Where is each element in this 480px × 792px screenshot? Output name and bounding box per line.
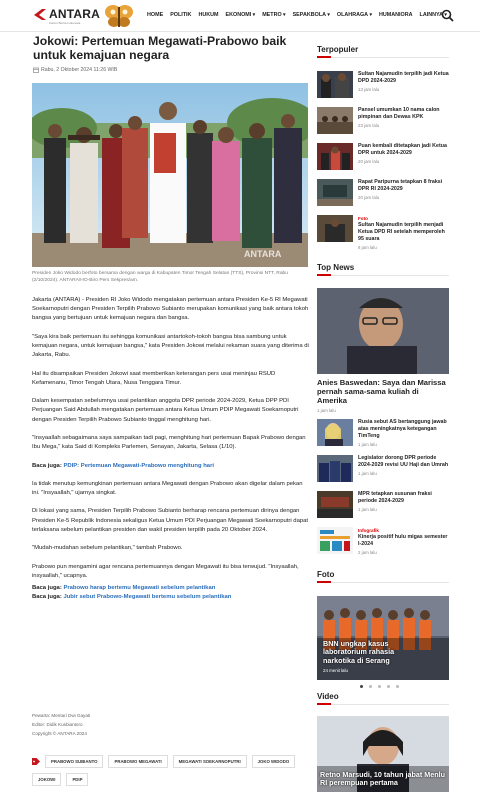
popular-item[interactable] — [317, 107, 449, 137]
menu-ekonomi[interactable]: EKONOMI ▾ — [226, 12, 256, 18]
butterfly-icon — [104, 3, 134, 29]
related-link-2-anchor[interactable]: Prabowo harap bertemu Megawati sebelum pelantikan — [63, 585, 216, 592]
menu-hukum[interactable]: HUKUM — [198, 12, 219, 18]
tag-chip[interactable]: JOKOWI — [32, 773, 61, 786]
thumbnail — [317, 71, 353, 98]
menu-olahraga[interactable]: OLAHRAGA ▾ — [337, 12, 372, 18]
thumbnail — [317, 527, 353, 554]
paragraph: Prabowo pun mengamini agar rencana pertemuannya dengan Megawati itu bisa terwujud. "Insyaallah, insyaallah," ucapnya. — [32, 563, 299, 579]
foto-section — [317, 570, 449, 583]
reporter: Pewarta: Mentari Dwi Gayati — [32, 713, 91, 718]
search-icon[interactable] — [441, 9, 454, 22]
paragraph: "Insyaallah sebagaimana saya sampaikan tadi pagi, menghitung hari pertemuan Bapak Prabowo dengan Ibu Mega," kata Said di Kompleks Parlemen, Senayan, Jakarta, Selasa (1/10). — [32, 434, 306, 451]
video-section — [317, 692, 449, 705]
topnews-main-time: 1 jam lalu — [317, 408, 336, 413]
popular-item[interactable] — [317, 143, 449, 173]
menu-metro[interactable]: METRO ▾ — [262, 12, 285, 18]
article-meta — [32, 711, 90, 738]
topnews-main-image[interactable] — [317, 288, 449, 374]
menu-politik[interactable]: POLITIK — [170, 12, 192, 18]
section-divider — [317, 582, 449, 583]
carousel-dot[interactable] — [378, 685, 381, 688]
paragraph: "Mudah-mudahan sebelum pelantikan," tambah Prabowo. — [32, 545, 183, 552]
topnews-item[interactable] — [317, 419, 449, 449]
paragraph: Jakarta (ANTARA) - Presiden RI Joko Widodo mengatakan pertemuan antara Presiden Ke-5 RI Megawati Soekarnoputri dengan Presiden Terpilih Prabowo Subianto merupakan komunikasi yang baik antara tokoh bangsa yang bertujuan untuk kemajuan negara dan bangsa. — [32, 297, 309, 322]
topnews-title[interactable]: Rusia sebut AS bertanggung jawab atas meningkatnya ketegangan TimTeng — [358, 419, 447, 439]
menu-humaniora[interactable]: HUMANIORA — [378, 12, 413, 18]
tag-chip[interactable]: JOKO WIDODO — [252, 755, 296, 768]
terpopuler-section — [317, 45, 449, 58]
thumbnail — [317, 215, 353, 242]
section-divider — [317, 275, 449, 276]
popular-title[interactable]: Pansel umumkan 10 nama calon pimpinan dan Dewas KPK — [358, 107, 440, 120]
topnews-item[interactable] — [317, 491, 449, 521]
carousel-dot[interactable] — [369, 685, 372, 688]
topnews-time: 1 jam lalu — [358, 507, 377, 512]
topnews-time: 1 jam lalu — [358, 471, 377, 476]
popular-item[interactable] — [317, 71, 449, 101]
tag-icon — [32, 758, 40, 765]
popular-label: Foto — [358, 216, 368, 221]
popular-title[interactable]: Rapat Paripurna tetapkan 8 fraksi DPR RI 2024-2029 — [358, 179, 443, 192]
tag-chip[interactable]: MEGAWATI SOEKARNOPUTRI — [173, 755, 247, 768]
related-link-3: Baca juga: Jubir sebut Prabowo-Megawati bertemu sebelum pelantikan — [32, 594, 232, 601]
thumbnail — [317, 179, 353, 206]
tag-chip[interactable]: PDIP — [66, 773, 88, 786]
popular-title[interactable]: Puan kembali ditetapkan jadi Ketua DPR untuk 2024-2029 — [358, 143, 447, 156]
menu-lainnya[interactable]: LAINNYA ▾ — [420, 12, 447, 18]
terpopuler-heading: Terpopuler — [317, 45, 359, 54]
topnews-label: Infografik — [358, 528, 379, 533]
topnews-main-title[interactable]: Anies Baswedan: Saya dan Marissa pernah sama-sama kuliah di Amerika — [317, 378, 446, 405]
thumbnail — [317, 107, 353, 134]
topnews-section — [317, 263, 449, 276]
calendar-icon — [33, 67, 39, 73]
menu-home[interactable]: HOME — [147, 12, 164, 18]
popular-time: 23 jam lalu — [358, 123, 380, 128]
related-link-2: Baca juga: Prabowo harap bertemu Megawati sebelum pelantikan — [32, 585, 216, 592]
paragraph: Di lokasi yang sama, Presiden Terpilih Prabowo Subianto berharap rencana pertemuan dirinya dengan Presiden Ke-5 Republik Indonesia sekaligus Ketua Umum PDI Perjuangan Megawati Soekarnoputri dapat terlaksana sebelum pelantikan presiden dan wakil presiden terpilih pada 20 Oktober 2024. — [32, 508, 309, 533]
paragraph: Dalam kesempatan sebelumnya usai pelantikan anggota DPR periode 2024-2029, Ketua DPP PDI Perjuangan Said Abdullah mengatakan pertemuan antara Ketua Umum PDIP Megawati Soekarnoputri dengan Presiden Terpilih Prabowo Subianto tinggal menghitung hari. — [32, 398, 299, 423]
related-link-3-anchor[interactable]: Jubir sebut Prabowo-Megawati bertemu sebelum pelantikan — [63, 594, 232, 601]
topnews-item[interactable] — [317, 455, 449, 485]
popular-item[interactable] — [317, 215, 449, 250]
photo-caption: Presiden Joko Widodo berfoto bersama dengan warga di Kabupaten Timor Tengah Selatan (TTS), Provinsi NTT, Rabu (2/10/2024). ANTARA/HO-Biro Pers Sekpres/am. — [32, 271, 288, 283]
topnews-title[interactable]: Legislator dorong DPR periode 2024-2029 revisi UU Haji dan Umrah — [358, 455, 449, 468]
foto-heading: Foto — [317, 570, 335, 579]
popular-item[interactable] — [317, 179, 449, 209]
topnews-title[interactable]: MPR tetapkan susunan fraksi periode 2024-2029 — [358, 491, 432, 504]
carousel-dots — [360, 685, 399, 688]
topnews-time: 1 jam lalu — [358, 442, 377, 447]
section-divider — [317, 704, 449, 705]
carousel-dot[interactable] — [387, 685, 390, 688]
article-date — [33, 67, 117, 73]
main-menu — [147, 12, 447, 18]
antara-logo[interactable] — [33, 7, 100, 25]
hero-photo — [32, 83, 308, 267]
popular-time: 8 jam lalu — [358, 245, 377, 250]
paragraph: "Saya kira baik pertemuan itu sehingga komunikasi antartokoh-tokoh bangsa bisa sambung untuk kemajuan negara, untuk kemajuan bangsa," kata Presiden Jokowi melalui rekaman suara yang diterima di Jakarta, Rabu. — [32, 333, 309, 359]
video-heading: Video — [317, 692, 339, 701]
popular-time: 20 jam lalu — [358, 195, 380, 200]
carousel-dot[interactable] — [360, 685, 363, 688]
topnews-item[interactable] — [317, 527, 449, 557]
paragraph: Ia tidak menutup kemungkinan pertemuan antara Megawati dengan Prabowo akan digelar dalam pekan ini. "Insyaallah," ujarnya singkat. — [32, 480, 303, 496]
popular-time: 20 jam lalu — [358, 159, 380, 164]
topnews-heading: Top News — [317, 263, 355, 272]
paragraph: Hal itu disampaikan Presiden Jokowi saat memberikan keterangan pers usai meninjau RSUD Kefamenanu, Timor Tengah Utara, Nusa Tenggara Timur. — [32, 370, 276, 386]
tag-list — [32, 755, 310, 786]
foto-main-title[interactable]: BNN ungkap kasus laboratorium rahasia narkotika di Serang — [323, 639, 395, 665]
tag-chip[interactable]: PRABOWO MEGAWATI — [108, 755, 167, 768]
video-main-title[interactable]: Retno Marsudi, 10 tahun jabat Menlu RI perempuan pertama — [320, 770, 445, 788]
related-link-1-anchor[interactable]: PDIP: Pertemuan Megawati-Prabowo menghitung hari — [63, 462, 214, 469]
popular-title[interactable]: Sultan Najamudin terpilih menjadi Ketua DPD RI setelah memperoleh 95 suara — [358, 222, 445, 242]
antara-logo-icon — [33, 7, 47, 21]
section-divider — [317, 57, 449, 58]
popular-time: 13 jam lalu — [358, 87, 380, 92]
article-body — [32, 296, 310, 603]
editor: Editor: Didik Kusbiantoro — [32, 722, 83, 727]
thumbnail — [317, 143, 353, 170]
thumbnail — [317, 419, 353, 446]
tag-chip[interactable]: PRABOWO SUBIANTO — [45, 755, 103, 768]
popular-title[interactable]: Sultan Najamudin terpilih jadi Ketua DPD 2024-2029 — [358, 71, 449, 84]
logo-text: ANTARA — [49, 7, 100, 21]
copyright: Copyright © ANTARA 2024 — [32, 731, 87, 736]
top-navbar — [0, 0, 480, 32]
topnews-time: 2 jam lalu — [358, 550, 377, 555]
article-title: Jokowi: Pertemuan Megawati-Prabowo baik untuk kemajuan negara — [33, 34, 287, 62]
thumbnail — [317, 491, 353, 518]
photo-watermark: ANTARA — [244, 249, 282, 259]
carousel-dot[interactable] — [396, 685, 399, 688]
foto-main-time: 24 menit lalu — [323, 668, 348, 673]
thumbnail — [317, 455, 353, 482]
logo-subtitle: Kantor Berita Indonesia — [49, 21, 81, 25]
topnews-title[interactable]: Kinerja positif hulu migas semester I-2024 — [358, 534, 448, 547]
menu-sepakbola[interactable]: SEPAKBOLA ▾ — [293, 12, 330, 18]
date-text: Rabu, 2 Oktober 2024 11:26 WIB — [41, 67, 118, 73]
related-link-1: Baca juga: PDIP: Pertemuan Megawati-Prabowo menghitung hari — [32, 462, 214, 469]
